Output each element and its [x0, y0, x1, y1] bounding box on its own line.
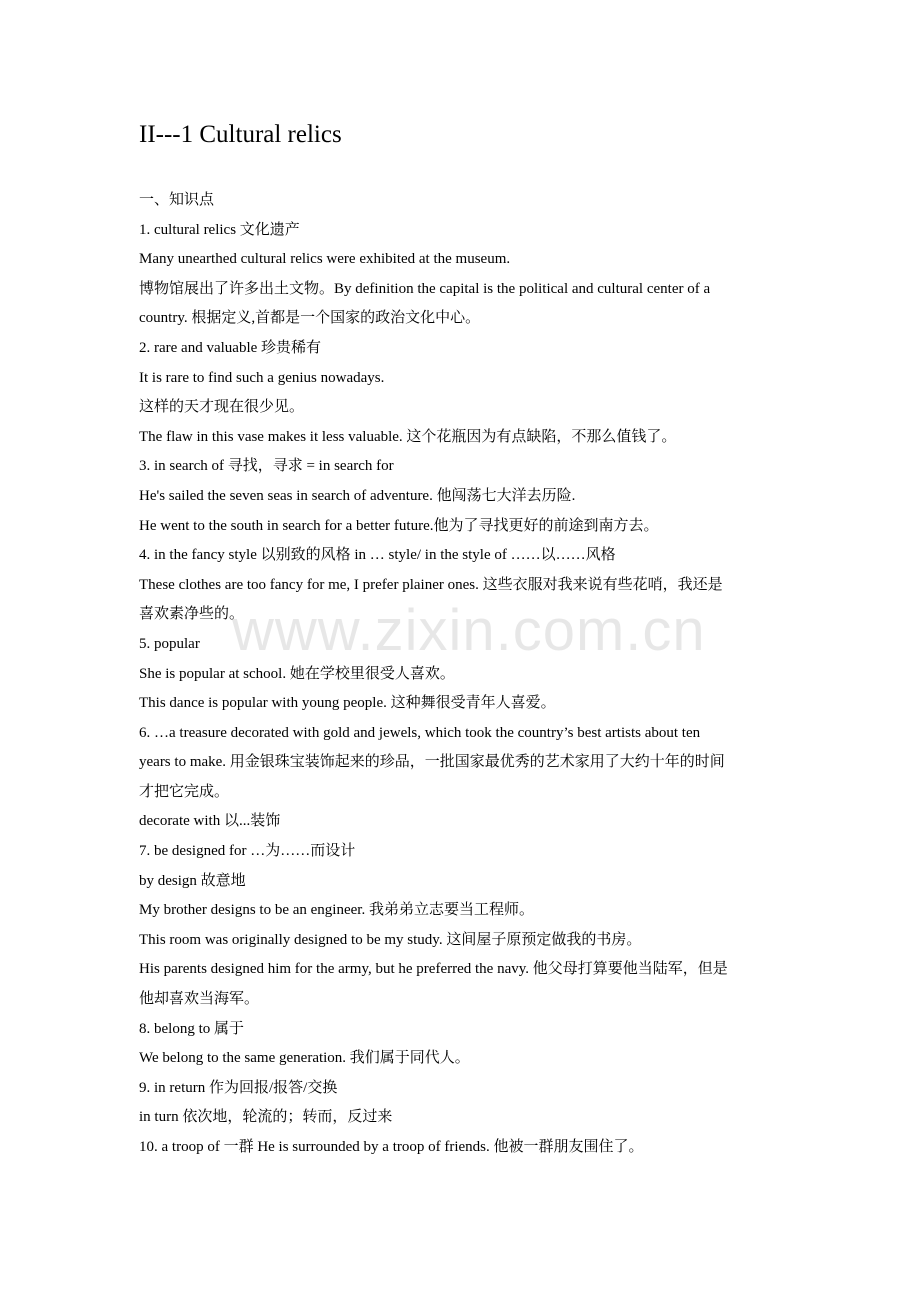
body-line: These clothes are too fancy for me, I prefer plainer ones. 这些衣服对我来说有些花哨，我还是 [139, 576, 723, 593]
body-line: country. 根据定义,首都是一个国家的政治文化中心。 [139, 310, 481, 327]
body-line: by design 故意地 [139, 872, 246, 889]
body-line: 博物馆展出了许多出土文物。By definition the capital is the political and cultural center of a [139, 280, 711, 297]
item-heading: 1. cultural relics 文化遗产 [139, 221, 300, 238]
item-heading: 9. in return 作为回报/报答/交换 [139, 1079, 338, 1096]
body-line: His parents designed him for the army, but he preferred the navy. 他父母打算要他当陆军，但是 [139, 961, 728, 978]
item-heading: 4. in the fancy style 以别致的风格 in … style/ in the style of ……以……风格 [139, 547, 616, 564]
item-heading: 6. …a treasure decorated with gold and jewels, which took the country’s best artists about ten [139, 724, 701, 741]
section-heading: 一、知识点 [139, 192, 215, 208]
body-line: She is popular at school. 她在学校里很受人喜欢。 [139, 665, 455, 682]
body-line: We belong to the same generation. 我们属于同代人。 [139, 1050, 470, 1067]
body-line: It is rare to find such a genius nowadays. [139, 369, 385, 386]
body-line: He's sailed the seven seas in search of adventure. 他闯荡七大洋去历险. [139, 487, 576, 504]
body-line: decorate with 以...装饰 [139, 813, 281, 830]
item-heading: 8. belong to 属于 [139, 1020, 244, 1037]
body-line: My brother designs to be an engineer. 我弟弟立志要当工程师。 [139, 902, 534, 919]
body-line: in turn 依次地，轮流的；转而，反过来 [139, 1109, 393, 1126]
watermark-text: www.zixin.com.cn [232, 598, 706, 663]
document-title: II---1 Cultural relics [139, 121, 342, 148]
body-line: 这样的天才现在很少见。 [139, 399, 305, 416]
item-heading: 2. rare and valuable 珍贵稀有 [139, 339, 322, 356]
body-line: The flaw in this vase makes it less valuable. 这个花瓶因为有点缺陷，不那么值钱了。 [139, 428, 677, 445]
body-line: 他却喜欢当海军。 [139, 991, 260, 1008]
body-line: Many unearthed cultural relics were exhibited at the museum. [139, 251, 511, 268]
item-heading: 3. in search of 寻找，寻求 = in search for [139, 458, 394, 475]
item-heading: 10. a troop of 一群 He is surrounded by a troop of friends. 他被一群朋友围住了。 [139, 1139, 644, 1155]
document-body [139, 186, 787, 1163]
body-line: This room was originally designed to be my study. 这间屋子原预定做我的书房。 [139, 931, 642, 948]
item-heading: 5. popular [139, 635, 200, 652]
body-line: 喜欢素净些的。 [139, 606, 245, 623]
body-line: He went to the south in search for a better future.他为了寻找更好的前途到南方去。 [139, 517, 659, 534]
body-line: years to make. 用金银珠宝装饰起来的珍品，一批国家最优秀的艺术家用了大约十年的时间 [139, 754, 725, 771]
body-line: This dance is popular with young people. 这种舞很受青年人喜爱。 [139, 695, 556, 712]
body-line: 才把它完成。 [139, 783, 230, 800]
item-heading: 7. be designed for …为……而设计 [139, 843, 356, 860]
